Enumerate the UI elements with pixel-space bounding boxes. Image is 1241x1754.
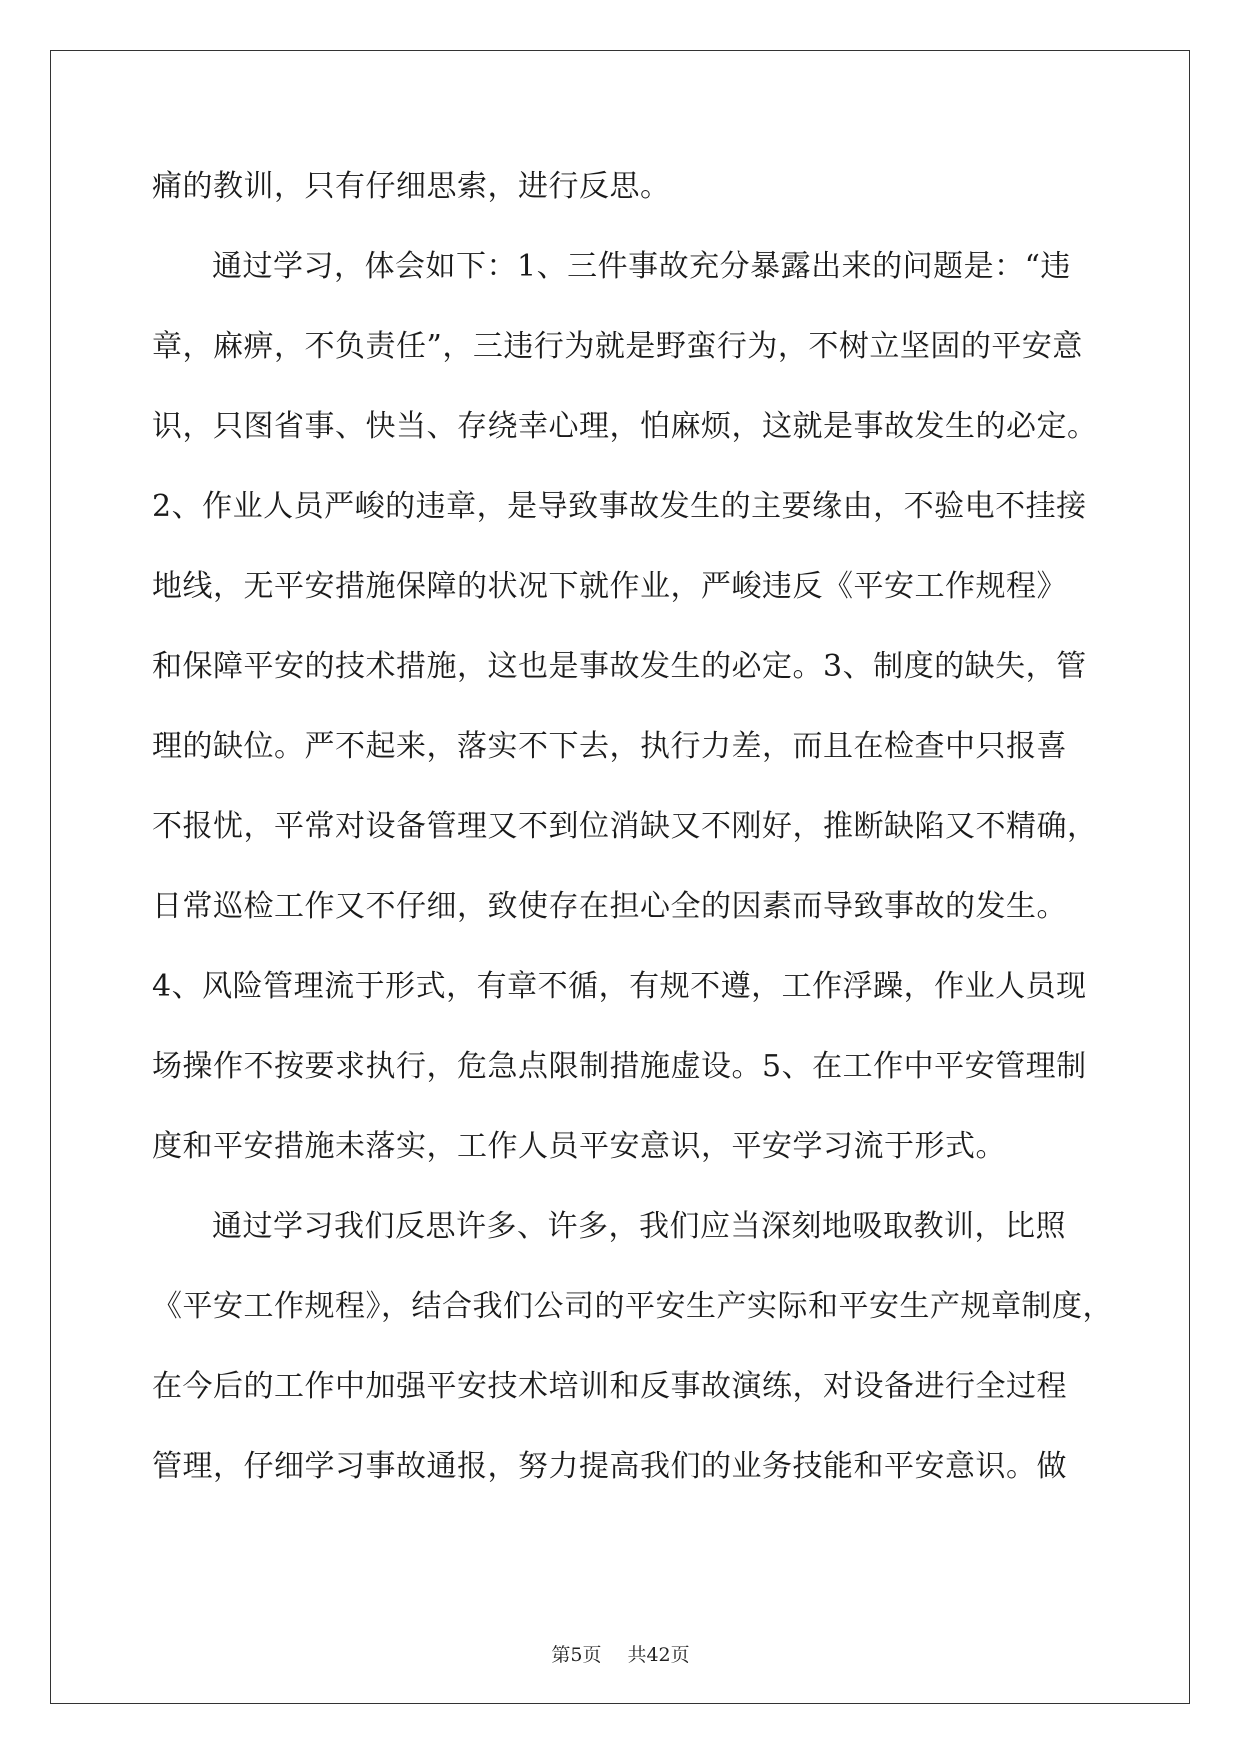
text-line: 日常巡检工作又不仔细，致使存在担心全的因素而导致事故的发生。 xyxy=(152,889,1067,924)
text-line: 2、作业人员严峻的违章，是导致事故发生的主要缘由，不验电不挂接 xyxy=(152,489,1087,524)
text-line: 《平安工作规程》，结合我们公司的平安生产实际和平安生产规章制度， xyxy=(152,1289,1113,1324)
text-line: 识，只图省事、快当、存绕幸心理，怕麻烦，这就是事故发生的必定。 xyxy=(152,409,1098,444)
page-total: 共42页 xyxy=(627,1644,690,1666)
text-line: 4、风险管理流于形式，有章不循，有规不遵，工作浮躁，作业人员现 xyxy=(152,969,1087,1004)
text-line: 在今后的工作中加强平安技术培训和反事故演练，对设备进行全过程 xyxy=(152,1369,1067,1404)
text-line: 痛的教训，只有仔细思索，进行反思。 xyxy=(152,169,671,204)
page-footer xyxy=(0,1640,1241,1667)
text-line: 地线，无平安措施保障的状况下就作业，严峻违反《平安工作规程》 xyxy=(152,569,1067,604)
page-number: 第5页 xyxy=(551,1644,602,1666)
paragraph-start-line: 通过学习，体会如下：1、三件事故充分暴露出来的问题是：“违 xyxy=(212,249,1071,284)
text-line: 场操作不按要求执行，危急点限制措施虚设。5、在工作中平安管理制 xyxy=(152,1049,1087,1084)
text-line: 管理，仔细学习事故通报，努力提高我们的业务技能和平安意识。做 xyxy=(152,1449,1067,1484)
text-line: 章，麻痹，不负责任”，三违行为就是野蛮行为，不树立坚固的平安意 xyxy=(152,329,1083,364)
text-line: 理的缺位。严不起来，落实不下去，执行力差，而且在检查中只报喜 xyxy=(152,729,1067,764)
text-line: 度和平安措施未落实，工作人员平安意识，平安学习流于形式。 xyxy=(152,1129,1006,1164)
text-line: 不报忧，平常对设备管理又不到位消缺又不刚好，推断缺陷又不精确， xyxy=(152,809,1098,844)
paragraph-start-line: 通过学习我们反思许多、许多，我们应当深刻地吸取教训，比照 xyxy=(212,1209,1066,1244)
text-line: 和保障平安的技术措施，这也是事故发生的必定。3、制度的缺失，管 xyxy=(152,649,1087,684)
document-body xyxy=(152,162,1113,1522)
